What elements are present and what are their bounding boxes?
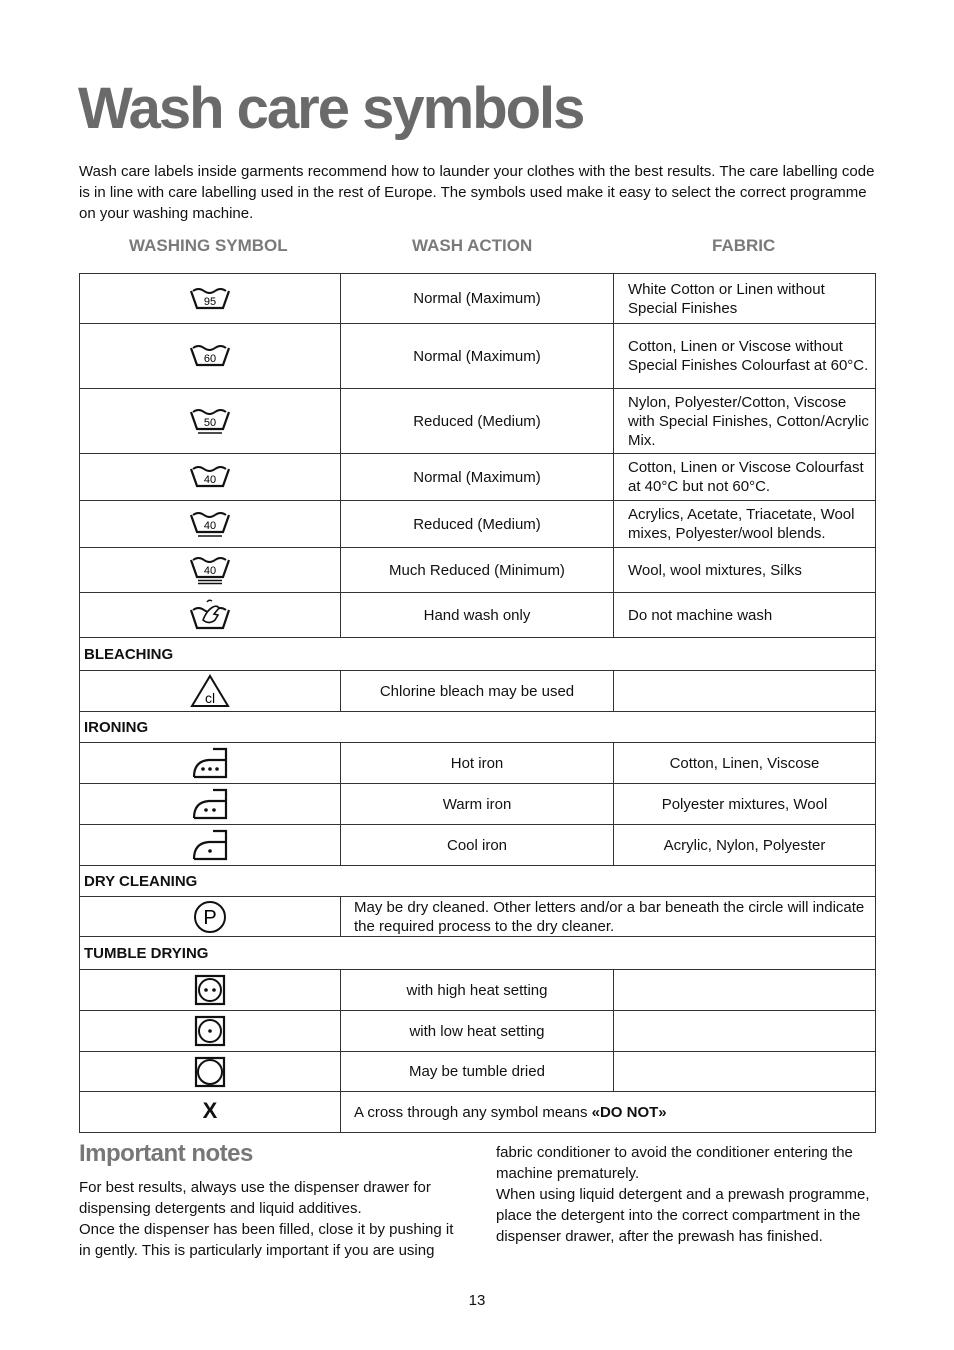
- table-row: [80, 897, 876, 937]
- svg-text:40: 40: [203, 520, 217, 532]
- section-row-dry-cleaning: [80, 866, 876, 897]
- table-row: [80, 784, 876, 825]
- notes-left-column: [79, 1177, 469, 1261]
- fabric-cell: [614, 1011, 876, 1052]
- action-cell: Hand wash only: [341, 593, 614, 638]
- table-row: [80, 1011, 876, 1052]
- page-number: 13: [468, 1292, 486, 1309]
- table-row: [80, 389, 876, 454]
- description-cell: [341, 1092, 876, 1133]
- table-row: [80, 324, 876, 389]
- iron-three-dots-icon: [189, 746, 231, 780]
- svg-text:50: 50: [203, 417, 217, 429]
- table-row: [80, 593, 876, 638]
- notes-right-column: [496, 1142, 878, 1247]
- cross-text-bold: «DO NOT»: [591, 1103, 667, 1121]
- fabric-cell: Do not machine wash: [614, 593, 876, 638]
- fabric-cell: Polyester mixtures, Wool: [614, 784, 876, 825]
- action-cell: Reduced (Medium): [341, 389, 614, 454]
- action-cell: Warm iron: [341, 784, 614, 825]
- section-heading: BLEACHING: [80, 638, 876, 671]
- wash-40-bar-icon: [189, 510, 231, 538]
- notes-paragraph: When using liquid detergent and a prewash programme, place the detergent into the correct compartment in the dispenser drawer, after the prewash has finished.: [496, 1186, 870, 1245]
- section-heading: IRONING: [80, 712, 876, 743]
- symbol-cell: [80, 784, 341, 825]
- symbol-cell: [80, 389, 341, 454]
- symbol-cell: [80, 897, 341, 937]
- svg-text:40: 40: [203, 474, 217, 486]
- action-cell: with high heat setting: [341, 970, 614, 1011]
- notes-paragraph: fabric conditioner to avoid the conditioner entering the machine prematurely.: [496, 1144, 853, 1182]
- svg-text:cl: cl: [204, 690, 216, 706]
- symbol-cell: [80, 1092, 341, 1133]
- table-row: [80, 1092, 876, 1133]
- fabric-cell: Wool, wool mixtures, Silks: [614, 548, 876, 593]
- wash-95-icon: [189, 286, 231, 312]
- wash-50-icon: [189, 407, 231, 435]
- fabric-cell: Acrylic, Nylon, Polyester: [614, 825, 876, 866]
- fabric-cell: White Cotton or Linen without Special Finishes: [614, 274, 876, 324]
- fabric-cell: [614, 970, 876, 1011]
- fabric-cell: Cotton, Linen or Viscose Colourfast at 40°C but not 60°C.: [614, 454, 876, 501]
- description-cell: May be dry cleaned. Other letters and/or a bar beneath the circle will indicate the required process to the dry cleaner.: [341, 897, 876, 937]
- table-row: [80, 970, 876, 1011]
- cross-text: A cross through any symbol means: [354, 1103, 592, 1121]
- fabric-cell: Cotton, Linen, Viscose: [614, 743, 876, 784]
- symbol-cell: [80, 324, 341, 389]
- action-cell: Reduced (Medium): [341, 501, 614, 548]
- fabric-cell: [614, 1052, 876, 1092]
- wash-40-icon: [189, 464, 231, 490]
- notes-paragraph: For best results, always use the dispenser drawer for dispensing detergents and liquid additives.: [79, 1179, 431, 1217]
- svg-text:40: 40: [203, 565, 217, 577]
- iron-one-dot-icon: [189, 828, 231, 862]
- symbol-cell: [80, 1011, 341, 1052]
- symbol-cell: [80, 454, 341, 501]
- notes-title: Important notes: [79, 1140, 253, 1167]
- symbol-cell: [80, 1052, 341, 1092]
- dry-clean-p-icon: [193, 900, 227, 934]
- action-cell: May be tumble dried: [341, 1052, 614, 1092]
- fabric-cell: Cotton, Linen or Viscose without Special Finishes Colourfast at 60°C.: [614, 324, 876, 389]
- action-cell: Normal (Maximum): [341, 274, 614, 324]
- action-cell: Cool iron: [341, 825, 614, 866]
- notes-paragraph: Once the dispenser has been filled, close it by pushing it in gently. This is particularly important if you are using: [79, 1221, 454, 1259]
- hand-wash-icon: [189, 598, 231, 632]
- chlorine-bleach-icon: [190, 674, 230, 708]
- table-row: [80, 825, 876, 866]
- tumble-dry-low-icon: [194, 1015, 226, 1047]
- column-header-action: WASH ACTION: [412, 236, 533, 255]
- svg-text:P: P: [203, 906, 217, 929]
- symbol-cell: [80, 671, 341, 712]
- action-cell: Chlorine bleach may be used: [341, 671, 614, 712]
- section-heading: DRY CLEANING: [80, 866, 876, 897]
- wash-60-icon: [189, 343, 231, 369]
- column-header-fabric: FABRIC: [712, 236, 776, 255]
- symbol-cell: [80, 593, 341, 638]
- action-cell: with low heat setting: [341, 1011, 614, 1052]
- section-heading: TUMBLE DRYING: [80, 937, 876, 970]
- fabric-cell: Acrylics, Acetate, Triacetate, Wool mixes, Polyester/wool blends.: [614, 501, 876, 548]
- action-cell: Normal (Maximum): [341, 324, 614, 389]
- section-row-ironing: [80, 712, 876, 743]
- table-row: [80, 671, 876, 712]
- section-row-tumble-drying: [80, 937, 876, 970]
- table-row: [80, 743, 876, 784]
- tumble-dry-icon: [194, 1056, 226, 1088]
- svg-text:95: 95: [203, 295, 217, 308]
- table-row: [80, 454, 876, 501]
- fabric-cell: Nylon, Polyester/Cotton, Viscose with Special Finishes, Cotton/Acrylic Mix.: [614, 389, 876, 454]
- symbol-cell: [80, 825, 341, 866]
- svg-text:60: 60: [203, 353, 217, 365]
- symbol-cell: [80, 743, 341, 784]
- action-cell: Normal (Maximum): [341, 454, 614, 501]
- table-row: [80, 1052, 876, 1092]
- fabric-cell: [614, 671, 876, 712]
- column-header-symbol: WASHING SYMBOL: [129, 236, 288, 255]
- section-row-bleaching: [80, 638, 876, 671]
- symbol-cell: [80, 501, 341, 548]
- symbol-cell: [80, 970, 341, 1011]
- wash-40-double-bar-icon: [189, 555, 231, 585]
- cross-icon: X: [202, 1098, 218, 1123]
- symbol-cell: [80, 274, 341, 324]
- action-cell: Hot iron: [341, 743, 614, 784]
- table-row: [80, 548, 876, 593]
- table-row: [80, 274, 876, 324]
- iron-two-dots-icon: [189, 787, 231, 821]
- symbol-cell: [80, 548, 341, 593]
- tumble-dry-high-icon: [194, 974, 226, 1006]
- table-row: [80, 501, 876, 548]
- action-cell: Much Reduced (Minimum): [341, 548, 614, 593]
- intro-text: Wash care labels inside garments recommend how to launder your clothes with the best results. The care labelling code is in line with care labelling used in the rest of Europe. The symbols used make it easy to select the correct programme on your washing machine.: [79, 163, 875, 222]
- care-table: [79, 273, 876, 1133]
- page-title: Wash care symbols: [78, 76, 584, 141]
